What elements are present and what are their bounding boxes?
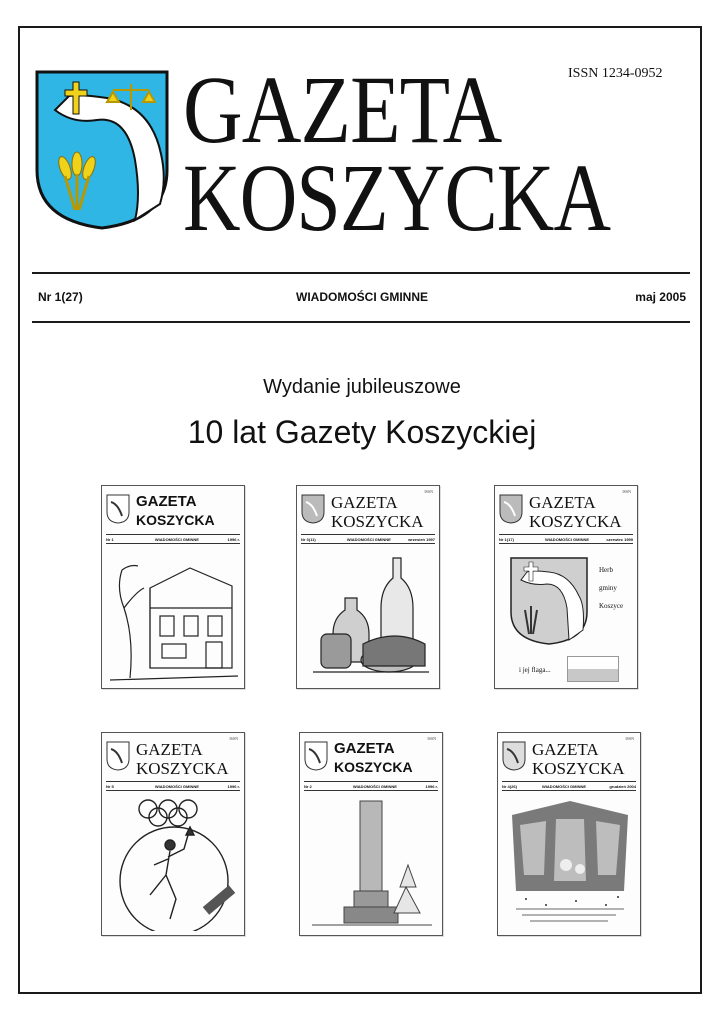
mini-crest-icon	[304, 741, 328, 771]
cover-thumbnail-5: ISSN GAZETA KOSZYCKA Nr 2 WIADOMOŚCI GMINNE 1996 r.	[299, 732, 443, 936]
caption-flag: i jej flaga...	[519, 666, 551, 674]
cover-info: Nr 3(11) WIADOMOŚCI GMINNE wrzesień 1997	[301, 537, 435, 542]
cover-title-1: GAZETA	[334, 740, 395, 757]
cover-thumbnail-3: ISSN GAZETA KOSZYCKA Nr 1(17) WIADOMOŚCI GMINNE czerwiec 1999 Herb gminy Koszyce i jej flaga...	[494, 485, 638, 689]
coat-of-arms-icon	[35, 70, 175, 230]
still-life-icon	[305, 548, 433, 684]
cover-info: Nr 1(17) WIADOMOŚCI GMINNE czerwiec 1999	[499, 537, 633, 542]
coat-of-arms-icon	[509, 556, 589, 646]
cover-info: Nr 1 WIADOMOŚCI GMINNE 1996 r.	[106, 537, 240, 542]
mini-crest-icon	[106, 494, 130, 524]
cover-info: Nr 5 WIADOMOŚCI GMINNE 1996 r.	[106, 784, 240, 789]
section-label: WIADOMOŚCI GMINNE	[296, 290, 428, 304]
top-rule	[32, 272, 690, 274]
cover-title-1: GAZETA	[331, 493, 398, 512]
cover-title-1: GAZETA	[136, 493, 197, 510]
cover-title-2: KOSZYCKA	[331, 512, 424, 531]
caption-gminy: gminy	[599, 584, 617, 592]
house-sketch-icon	[110, 548, 238, 684]
cover-title-2: KOSZYCKA	[529, 512, 622, 531]
cover-title-2: KOSZYCKA	[136, 512, 215, 528]
issue-number: Nr 1(27)	[38, 290, 83, 304]
flag-top-stripe	[567, 656, 619, 670]
cover-title-1: GAZETA	[532, 740, 599, 759]
cover-title-1: GAZETA	[136, 740, 203, 759]
cover-title-2: KOSZYCKA	[334, 759, 413, 775]
mini-crest-icon	[301, 494, 325, 524]
cover-title-2: KOSZYCKA	[136, 759, 229, 778]
cover-thumbnail-2: ISSN GAZETA KOSZYCKA Nr 3(11) WIADOMOŚCI GMINNE wrzesień 1997	[296, 485, 440, 689]
bottom-rule	[32, 321, 690, 323]
cover-thumbnail-1	[101, 485, 245, 689]
mini-crest-icon	[502, 741, 526, 771]
edition-subtitle: Wydanie jubileuszowe	[263, 376, 461, 398]
mini-crest-icon	[499, 494, 523, 524]
caption-herb: Herb	[599, 566, 613, 574]
cover-title-2: KOSZYCKA	[532, 759, 625, 778]
cover-info: Nr 4(26) WIADOMOŚCI GMINNE grudzień 2004	[502, 784, 636, 789]
cover-thumbnail-6: ISSN GAZETA KOSZYCKA Nr 4(26) WIADOMOŚCI GMINNE grudzień 2004	[497, 732, 641, 936]
masthead-title-line2: KOSZYCKA	[183, 144, 611, 251]
mini-crest-icon	[106, 741, 130, 771]
flag-bottom-stripe	[567, 669, 619, 682]
monument-icon	[308, 795, 436, 931]
anniversary-title: 10 lat Gazety Koszyckiej	[187, 414, 537, 450]
olympic-runner-icon	[110, 795, 238, 931]
cover-info: Nr 2 WIADOMOŚCI GMINNE 1996 r.	[304, 784, 438, 789]
caption-koszyce: Koszyce	[599, 602, 624, 610]
issue-date: maj 2005	[635, 290, 686, 304]
nativity-scene-icon	[506, 795, 634, 931]
cover-thumbnail-4: ISSN GAZETA KOSZYCKA Nr 5 WIADOMOŚCI GMINNE 1996 r.	[101, 732, 245, 936]
issn-number: ISSN 1234-0952	[568, 66, 663, 81]
masthead-title-line1: GAZETA	[183, 56, 502, 163]
cover-title-1: GAZETA	[529, 493, 596, 512]
